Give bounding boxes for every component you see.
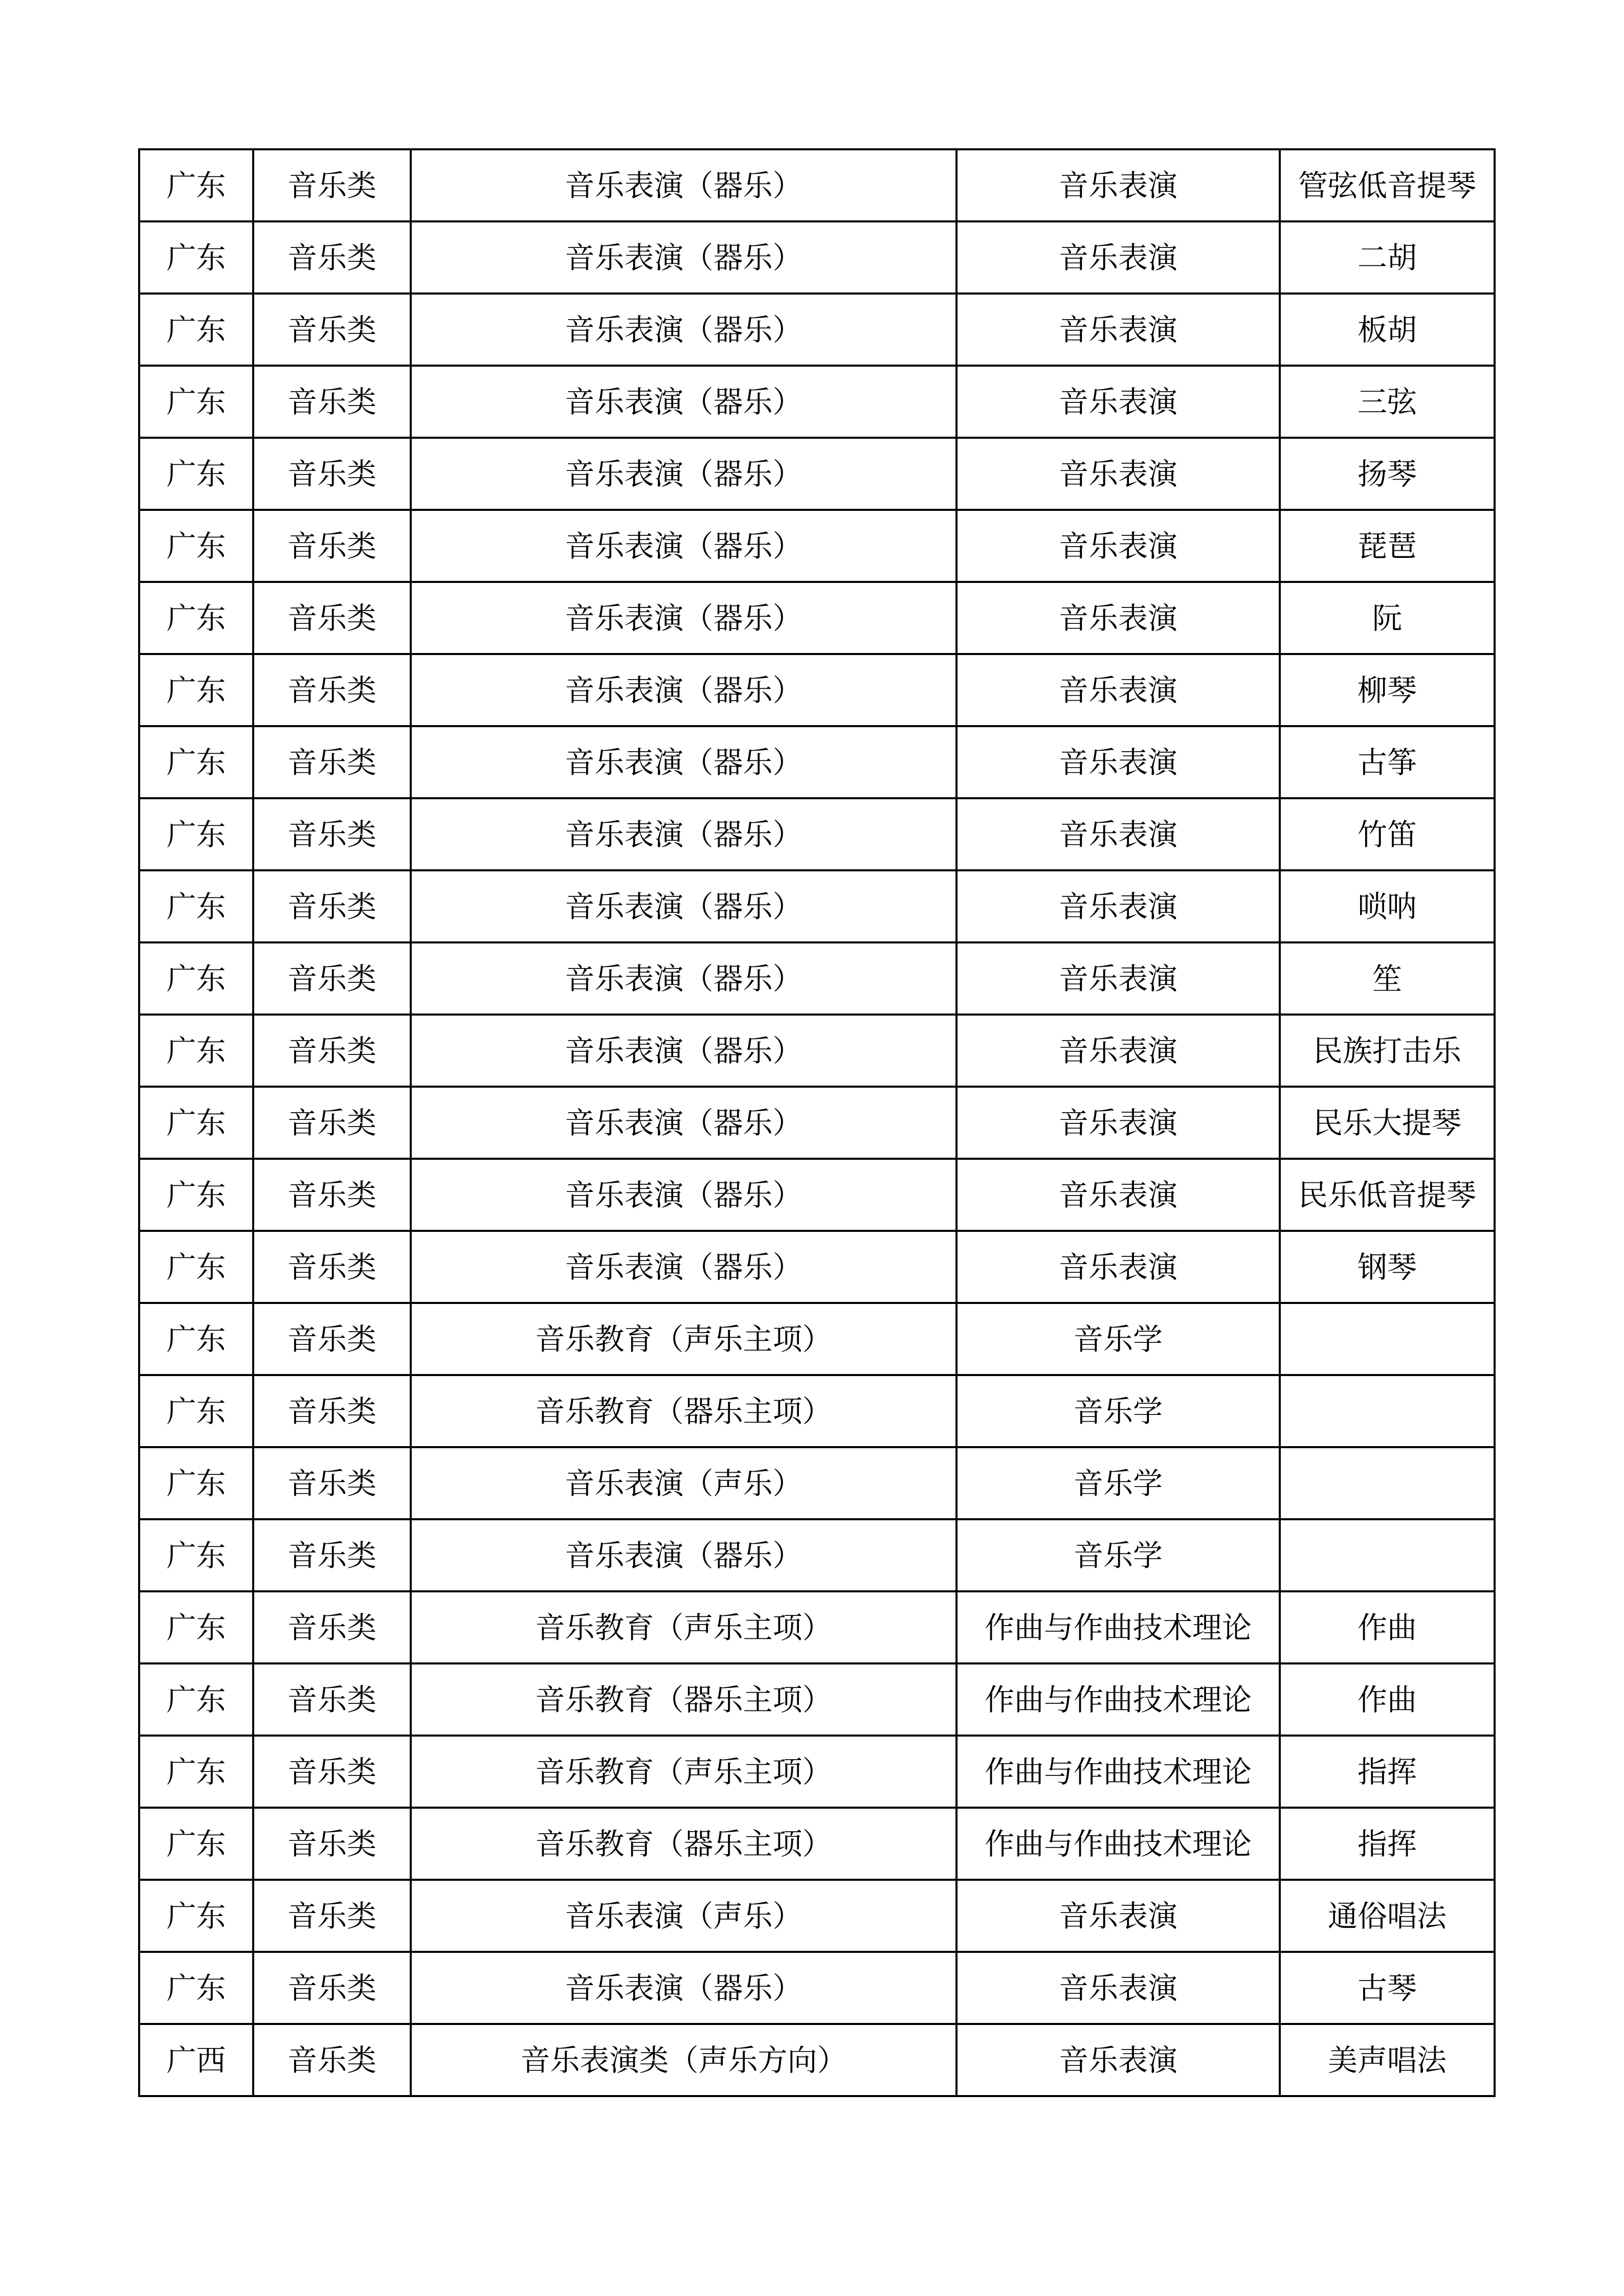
direction-cell: 作曲 bbox=[1280, 1663, 1495, 1736]
exam-subject-cell: 音乐表演（器乐） bbox=[411, 1087, 956, 1159]
major-cell: 音乐表演 bbox=[956, 1015, 1280, 1087]
direction-cell: 三弦 bbox=[1280, 366, 1495, 438]
exam-subject-cell: 音乐表演（器乐） bbox=[411, 942, 956, 1015]
direction-cell: 竹笛 bbox=[1280, 798, 1495, 870]
major-cell: 音乐学 bbox=[956, 1375, 1280, 1447]
province-cell: 广东 bbox=[139, 1375, 253, 1447]
category-cell: 音乐类 bbox=[253, 798, 411, 870]
major-cell: 音乐表演 bbox=[956, 1087, 1280, 1159]
exam-subject-cell: 音乐表演（声乐） bbox=[411, 1447, 956, 1519]
table-row bbox=[139, 654, 1495, 726]
direction-cell: 美声唱法 bbox=[1280, 2024, 1495, 2096]
direction-cell: 古筝 bbox=[1280, 726, 1495, 798]
exam-subject-cell: 音乐表演（器乐） bbox=[411, 1231, 956, 1303]
major-cell: 音乐表演 bbox=[956, 438, 1280, 510]
admissions-table bbox=[138, 148, 1496, 2097]
province-cell: 广东 bbox=[139, 1591, 253, 1663]
category-cell: 音乐类 bbox=[253, 1303, 411, 1375]
major-cell: 作曲与作曲技术理论 bbox=[956, 1663, 1280, 1736]
province-cell: 广东 bbox=[139, 1159, 253, 1231]
table-row bbox=[139, 2024, 1495, 2096]
exam-subject-cell: 音乐表演（器乐） bbox=[411, 366, 956, 438]
category-cell: 音乐类 bbox=[253, 221, 411, 294]
table-row bbox=[139, 1447, 1495, 1519]
category-cell: 音乐类 bbox=[253, 366, 411, 438]
exam-subject-cell: 音乐表演（器乐） bbox=[411, 798, 956, 870]
exam-subject-cell: 音乐表演（器乐） bbox=[411, 438, 956, 510]
table-row bbox=[139, 1591, 1495, 1663]
category-cell: 音乐类 bbox=[253, 1808, 411, 1880]
major-cell: 作曲与作曲技术理论 bbox=[956, 1736, 1280, 1808]
province-cell: 广东 bbox=[139, 149, 253, 221]
table-row bbox=[139, 1736, 1495, 1808]
exam-subject-cell: 音乐表演（器乐） bbox=[411, 149, 956, 221]
table-row bbox=[139, 366, 1495, 438]
exam-subject-cell: 音乐表演（器乐） bbox=[411, 294, 956, 366]
direction-cell: 指挥 bbox=[1280, 1808, 1495, 1880]
exam-subject-cell: 音乐表演（器乐） bbox=[411, 510, 956, 582]
direction-cell: 板胡 bbox=[1280, 294, 1495, 366]
major-cell: 音乐表演 bbox=[956, 510, 1280, 582]
direction-cell: 钢琴 bbox=[1280, 1231, 1495, 1303]
category-cell: 音乐类 bbox=[253, 870, 411, 942]
exam-subject-cell: 音乐表演（器乐） bbox=[411, 582, 956, 654]
table-row bbox=[139, 1808, 1495, 1880]
direction-cell: 唢呐 bbox=[1280, 870, 1495, 942]
province-cell: 广东 bbox=[139, 1952, 253, 2024]
category-cell: 音乐类 bbox=[253, 1375, 411, 1447]
province-cell: 广东 bbox=[139, 1808, 253, 1880]
exam-subject-cell: 音乐表演（器乐） bbox=[411, 1952, 956, 2024]
direction-cell: 柳琴 bbox=[1280, 654, 1495, 726]
direction-cell: 民乐低音提琴 bbox=[1280, 1159, 1495, 1231]
direction-cell bbox=[1280, 1375, 1495, 1447]
direction-cell: 琵琶 bbox=[1280, 510, 1495, 582]
table-row bbox=[139, 1663, 1495, 1736]
major-cell: 音乐表演 bbox=[956, 942, 1280, 1015]
province-cell: 广东 bbox=[139, 798, 253, 870]
major-cell: 音乐表演 bbox=[956, 1880, 1280, 1952]
direction-cell: 笙 bbox=[1280, 942, 1495, 1015]
province-cell: 广东 bbox=[139, 1880, 253, 1952]
direction-cell bbox=[1280, 1303, 1495, 1375]
exam-subject-cell: 音乐教育（器乐主项） bbox=[411, 1808, 956, 1880]
category-cell: 音乐类 bbox=[253, 438, 411, 510]
major-cell: 音乐表演 bbox=[956, 149, 1280, 221]
direction-cell bbox=[1280, 1519, 1495, 1591]
major-cell: 音乐学 bbox=[956, 1519, 1280, 1591]
category-cell: 音乐类 bbox=[253, 1952, 411, 2024]
table-body bbox=[139, 149, 1495, 2096]
province-cell: 广东 bbox=[139, 1663, 253, 1736]
exam-subject-cell: 音乐表演（器乐） bbox=[411, 870, 956, 942]
category-cell: 音乐类 bbox=[253, 1015, 411, 1087]
province-cell: 广东 bbox=[139, 294, 253, 366]
direction-cell: 扬琴 bbox=[1280, 438, 1495, 510]
category-cell: 音乐类 bbox=[253, 582, 411, 654]
table-row bbox=[139, 870, 1495, 942]
exam-subject-cell: 音乐表演（器乐） bbox=[411, 654, 956, 726]
table-row bbox=[139, 1303, 1495, 1375]
table-row bbox=[139, 510, 1495, 582]
category-cell: 音乐类 bbox=[253, 1087, 411, 1159]
major-cell: 音乐表演 bbox=[956, 366, 1280, 438]
direction-cell: 指挥 bbox=[1280, 1736, 1495, 1808]
category-cell: 音乐类 bbox=[253, 726, 411, 798]
major-cell: 音乐学 bbox=[956, 1303, 1280, 1375]
table-row bbox=[139, 1087, 1495, 1159]
table-row bbox=[139, 1015, 1495, 1087]
major-cell: 作曲与作曲技术理论 bbox=[956, 1591, 1280, 1663]
table-row bbox=[139, 1519, 1495, 1591]
table-row bbox=[139, 582, 1495, 654]
category-cell: 音乐类 bbox=[253, 1663, 411, 1736]
province-cell: 广东 bbox=[139, 438, 253, 510]
table-row bbox=[139, 798, 1495, 870]
major-cell: 音乐表演 bbox=[956, 294, 1280, 366]
table-row bbox=[139, 1159, 1495, 1231]
table-row bbox=[139, 294, 1495, 366]
province-cell: 广东 bbox=[139, 1087, 253, 1159]
major-cell: 音乐表演 bbox=[956, 1159, 1280, 1231]
direction-cell: 通俗唱法 bbox=[1280, 1880, 1495, 1952]
province-cell: 广东 bbox=[139, 1015, 253, 1087]
major-cell: 音乐学 bbox=[956, 1447, 1280, 1519]
province-cell: 广东 bbox=[139, 1736, 253, 1808]
table-row bbox=[139, 149, 1495, 221]
province-cell: 广东 bbox=[139, 942, 253, 1015]
direction-cell: 民族打击乐 bbox=[1280, 1015, 1495, 1087]
category-cell: 音乐类 bbox=[253, 294, 411, 366]
major-cell: 音乐表演 bbox=[956, 582, 1280, 654]
province-cell: 广东 bbox=[139, 1231, 253, 1303]
category-cell: 音乐类 bbox=[253, 2024, 411, 2096]
major-cell: 音乐表演 bbox=[956, 654, 1280, 726]
direction-cell: 民乐大提琴 bbox=[1280, 1087, 1495, 1159]
direction-cell: 二胡 bbox=[1280, 221, 1495, 294]
major-cell: 音乐表演 bbox=[956, 726, 1280, 798]
province-cell: 广东 bbox=[139, 1303, 253, 1375]
exam-subject-cell: 音乐教育（器乐主项） bbox=[411, 1375, 956, 1447]
category-cell: 音乐类 bbox=[253, 1447, 411, 1519]
major-cell: 音乐表演 bbox=[956, 798, 1280, 870]
table-row bbox=[139, 942, 1495, 1015]
exam-subject-cell: 音乐表演（器乐） bbox=[411, 1159, 956, 1231]
major-cell: 音乐表演 bbox=[956, 1952, 1280, 2024]
category-cell: 音乐类 bbox=[253, 1591, 411, 1663]
direction-cell: 作曲 bbox=[1280, 1591, 1495, 1663]
province-cell: 广东 bbox=[139, 366, 253, 438]
exam-subject-cell: 音乐表演（器乐） bbox=[411, 1519, 956, 1591]
table-row bbox=[139, 1231, 1495, 1303]
province-cell: 广东 bbox=[139, 1447, 253, 1519]
major-cell: 音乐表演 bbox=[956, 870, 1280, 942]
province-cell: 广东 bbox=[139, 1519, 253, 1591]
direction-cell bbox=[1280, 1447, 1495, 1519]
category-cell: 音乐类 bbox=[253, 1736, 411, 1808]
exam-subject-cell: 音乐教育（器乐主项） bbox=[411, 1663, 956, 1736]
province-cell: 广西 bbox=[139, 2024, 253, 2096]
category-cell: 音乐类 bbox=[253, 942, 411, 1015]
table-row bbox=[139, 726, 1495, 798]
category-cell: 音乐类 bbox=[253, 1159, 411, 1231]
major-cell: 音乐表演 bbox=[956, 221, 1280, 294]
table-row bbox=[139, 221, 1495, 294]
major-cell: 音乐表演 bbox=[956, 1231, 1280, 1303]
category-cell: 音乐类 bbox=[253, 1231, 411, 1303]
table-row bbox=[139, 438, 1495, 510]
major-cell: 作曲与作曲技术理论 bbox=[956, 1808, 1280, 1880]
exam-subject-cell: 音乐表演（器乐） bbox=[411, 221, 956, 294]
province-cell: 广东 bbox=[139, 582, 253, 654]
exam-subject-cell: 音乐教育（声乐主项） bbox=[411, 1591, 956, 1663]
province-cell: 广东 bbox=[139, 870, 253, 942]
province-cell: 广东 bbox=[139, 654, 253, 726]
direction-cell: 阮 bbox=[1280, 582, 1495, 654]
exam-subject-cell: 音乐教育（声乐主项） bbox=[411, 1303, 956, 1375]
direction-cell: 古琴 bbox=[1280, 1952, 1495, 2024]
exam-subject-cell: 音乐表演类（声乐方向） bbox=[411, 2024, 956, 2096]
exam-subject-cell: 音乐表演（器乐） bbox=[411, 1015, 956, 1087]
category-cell: 音乐类 bbox=[253, 1880, 411, 1952]
province-cell: 广东 bbox=[139, 221, 253, 294]
exam-subject-cell: 音乐教育（声乐主项） bbox=[411, 1736, 956, 1808]
province-cell: 广东 bbox=[139, 510, 253, 582]
table-row bbox=[139, 1375, 1495, 1447]
direction-cell: 管弦低音提琴 bbox=[1280, 149, 1495, 221]
major-cell: 音乐表演 bbox=[956, 2024, 1280, 2096]
exam-subject-cell: 音乐表演（声乐） bbox=[411, 1880, 956, 1952]
table-row bbox=[139, 1880, 1495, 1952]
category-cell: 音乐类 bbox=[253, 510, 411, 582]
table-row bbox=[139, 1952, 1495, 2024]
category-cell: 音乐类 bbox=[253, 654, 411, 726]
province-cell: 广东 bbox=[139, 726, 253, 798]
exam-subject-cell: 音乐表演（器乐） bbox=[411, 726, 956, 798]
category-cell: 音乐类 bbox=[253, 149, 411, 221]
category-cell: 音乐类 bbox=[253, 1519, 411, 1591]
